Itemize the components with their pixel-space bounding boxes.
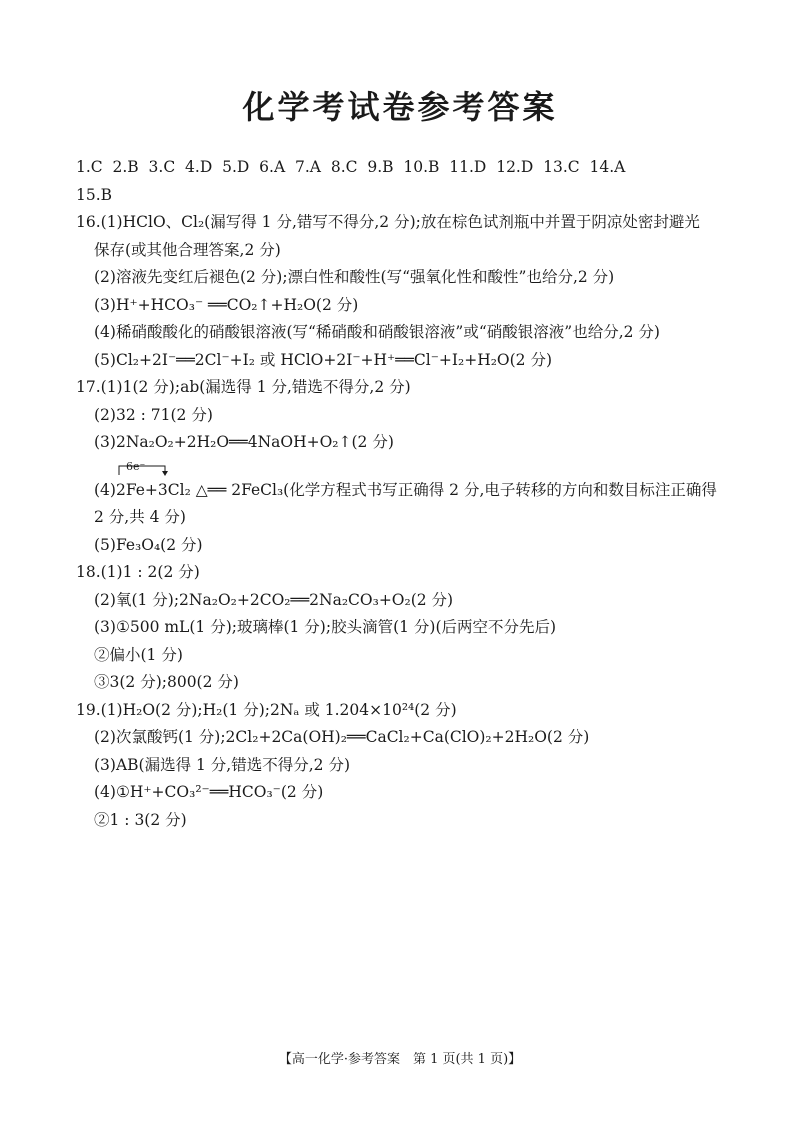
- q18-part3-c: ③3(2 分);800(2 分): [94, 673, 239, 691]
- q17-part2: (2)32 : 71(2 分): [94, 405, 213, 424]
- mc-answers-line-1: 1.C 2.B 3.C 4.D 5.D 6.A 7.A 8.C 9.B 10.B 11.D 12.D 13.C 14.A: [76, 158, 626, 176]
- page-title: 化学考试卷参考答案: [242, 88, 558, 126]
- q19-part2: (2)次氯酸钙(1 分);2Cl₂+2Ca(OH)₂══CaCl₂+Ca(ClO)₂+2H₂O(2 分): [94, 728, 590, 746]
- electron-transfer-diagram: [76, 457, 736, 477]
- q18-part1: 18.(1)1 : 2(2 分): [76, 563, 200, 581]
- q16-part3: (3)H⁺+HCO₃⁻ ══CO₂↑+H₂O(2 分): [94, 295, 359, 314]
- q17-part4-b: 2 分,共 4 分): [94, 508, 186, 526]
- q16-part5: (5)Cl₂+2I⁻══2Cl⁻+I₂ 或 HClO+2I⁻+H⁺══Cl⁻+I₂+H₂O(2 分): [94, 350, 553, 369]
- q19-part3: (3)AB(漏选得 1 分,错选不得分,2 分): [94, 755, 350, 774]
- q19-part4-a: (4)①H⁺+CO₃²⁻══HCO₃⁻(2 分): [94, 783, 324, 801]
- q18-part2: (2)氧(1 分);2Na₂O₂+2CO₂══2Na₂CO₃+O₂(2 分): [94, 590, 454, 609]
- q17-part1: 17.(1)1(2 分);ab(漏选得 1 分,错选不得分,2 分): [76, 378, 411, 396]
- q16-part1-b: 保存(或其他合理答案,2 分): [94, 240, 281, 259]
- q16-part4: (4)稀硝酸酸化的硝酸银溶液(写“稀硝酸和硝酸银溶液”或“硝酸银溶液”也给分,2 分): [94, 323, 660, 341]
- electron-count-label: 6e⁻: [126, 459, 146, 473]
- q17-part3: (3)2Na₂O₂+2H₂O══4NaOH+O₂↑(2 分): [94, 433, 394, 451]
- q16-part2: (2)溶液先变红后褪色(2 分);漂白性和酸性(写“强氧化性和酸性”也给分,2 分): [94, 268, 615, 286]
- q17-part4-a: (4)2Fe+3Cl₂ △══ 2FeCl₃(化学方程式书写正确得 2 分,电子转移的方向和数目标注正确得: [94, 480, 717, 499]
- q19-part1: 19.(1)H₂O(2 分);H₂(1 分);2Nₐ 或 1.204×10²⁴(2 分): [76, 700, 457, 719]
- answer-content: [76, 154, 736, 834]
- q19-part4-b: ②1 : 3(2 分): [94, 810, 187, 829]
- q18-part3-b: ②偏小(1 分): [94, 645, 183, 664]
- q17-part5: (5)Fe₃O₄(2 分): [94, 535, 203, 554]
- q18-part3-a: (3)①500 mL(1 分);玻璃棒(1 分);胶头滴管(1 分)(后两空不分先后): [94, 618, 557, 636]
- electron-transfer-arrow: [113, 457, 183, 477]
- page-footer: 【高一化学·参考答案 第 1 页(共 1 页)】: [278, 1052, 522, 1067]
- q16-part1-a: 16.(1)HClO、Cl₂(漏写得 1 分,错写不得分,2 分);放在棕色试剂瓶中并置于阴凉处密封避光: [76, 213, 700, 231]
- mc-answers-line-2: 15.B: [76, 185, 113, 204]
